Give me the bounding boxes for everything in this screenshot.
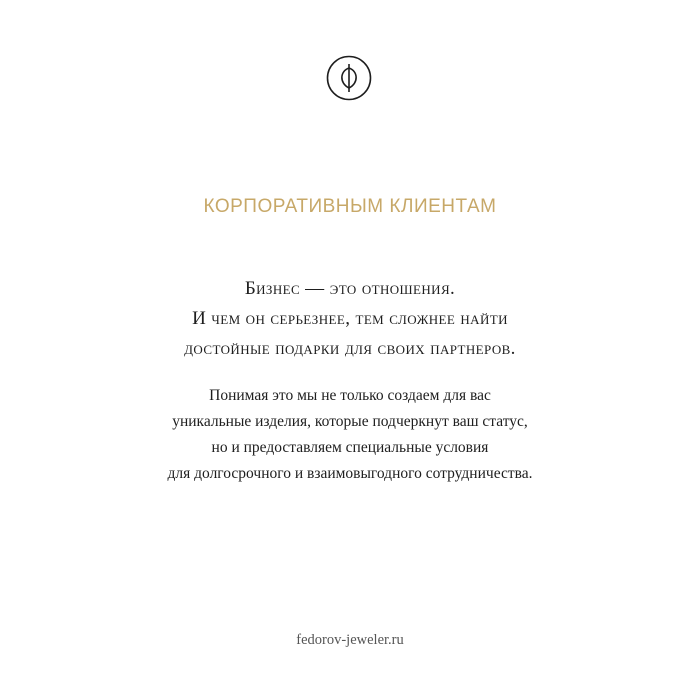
website-url: fedorov-jeweler.ru — [296, 632, 404, 648]
section-heading: КОРПОРАТИВНЫМ КЛИЕНТАМ — [203, 196, 497, 217]
lead-line: И чем он серьезнее, тем сложнее найти — [192, 308, 508, 329]
lead-line: достойные подарки для своих партнеров. — [184, 338, 516, 359]
brand-logo — [326, 55, 372, 101]
lead-line: Бизнес — это отношения. — [244, 278, 456, 299]
lead-paragraph — [0, 274, 700, 364]
body-paragraph — [0, 383, 700, 487]
body-line: уникальные изделия, которые подчеркнут ваш статус, — [172, 413, 528, 430]
body-line: Понимая это мы не только создаем для вас — [209, 387, 491, 404]
body-line: но и предоставляем специальные условия — [211, 439, 489, 456]
fedorov-monogram-icon — [326, 55, 372, 101]
body-line: для долгосрочного и взаимовыгодного сотрудничества. — [167, 465, 533, 482]
